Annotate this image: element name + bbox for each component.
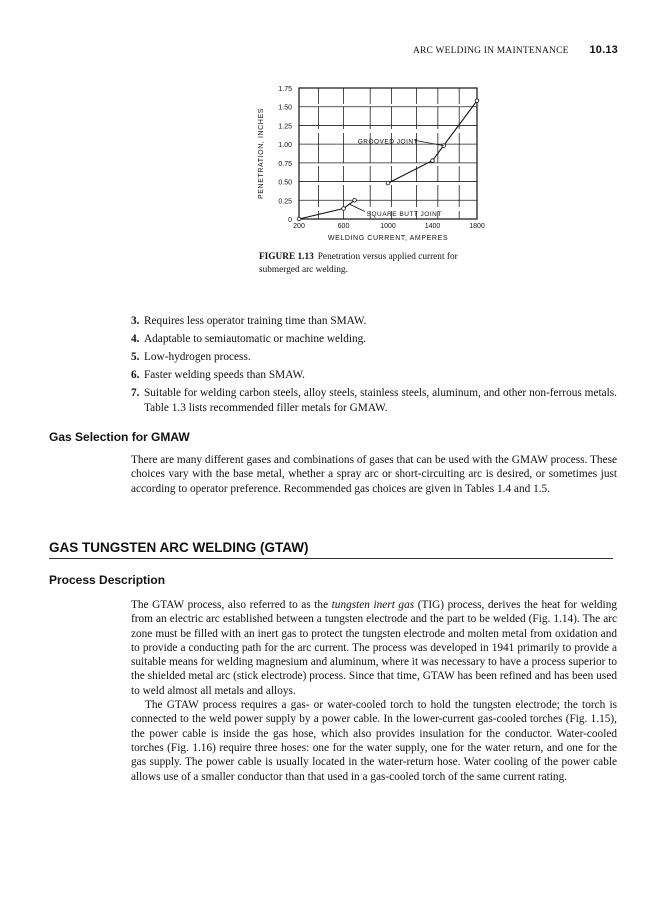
figure-caption-text: Penetration versus applied current for submerged arc welding.	[259, 252, 458, 275]
list-item-text: Adaptable to semiautomatic or machine welding.	[144, 333, 367, 345]
advantages-list	[131, 314, 617, 419]
figure-caption	[259, 251, 499, 276]
data-point-grooved-joint	[431, 159, 435, 163]
gtaw-paragraph-1	[131, 598, 617, 698]
annotation-leader-square	[349, 204, 365, 211]
list-item-number: 3.	[131, 315, 140, 327]
data-point-square-butt-joint	[353, 198, 357, 202]
chart-x-tick-label: 200	[293, 223, 305, 230]
chart-grid	[299, 88, 477, 219]
list-item-number: 5.	[131, 351, 140, 363]
running-head-section: ARC WELDING IN MAINTENANCE	[412, 46, 569, 56]
list-item-text: Low-hydrogen process.	[144, 351, 251, 363]
gtaw-section-heading: GAS TUNGSTEN ARC WELDING (GTAW)	[49, 540, 613, 559]
figure-label: FIGURE 1.13	[259, 252, 314, 262]
list-item-number: 6.	[131, 369, 140, 381]
chart-series	[297, 99, 479, 221]
list-item-text: Requires less operator training time than SMAW.	[144, 315, 367, 327]
list-item-text: Faster welding speeds than SMAW.	[144, 369, 305, 381]
chart-x-tick-label: 600	[337, 223, 350, 230]
list-item	[131, 368, 617, 383]
gtaw-p1-text-b: (TIG) process, derives the heat for welding from an electric arc established between a tungsten electrode and the part to be welded (Fig. 1.14). The arc zone must be filled with an inert gas to protect the tungsten electrode and molten metal from oxidation and to provide a conducting path for the arc current. The process was developed in 1941 primarily to provide a suitable means for welding magnesium and aluminum, where it was necessary to have a process superior to the shielded metal arc (stick electrode) process. Since that time, GTAW has been refined and has been used to weld almost all metals and alloys.	[131, 599, 617, 697]
running-head	[413, 44, 618, 56]
annotation-grooved-joint: GROOVED JOINT	[357, 138, 419, 146]
list-item-number: 7.	[131, 387, 140, 399]
chart-y-tick-label: 0	[288, 217, 292, 224]
gas-selection-paragraph: There are many different gases and combinations of gases that can be used with the GMAW process. These choices vary with the base metal, whether a spray arc or short-circuiting arc is desired, or sometimes just according to operator preference. Recommended gas choices are given in Tables 1.4 and 1.5.	[131, 454, 617, 495]
chart-y-tick-label: 1.25	[278, 123, 292, 131]
chart-y-axis-title: PENETRATION, INCHES	[258, 107, 265, 200]
gas-selection-body	[131, 453, 617, 496]
list-item-text: Suitable for welding carbon steels, alloy steels, stainless steels, aluminum, and other non-ferrous metals. Table 1.3 lists recommended filler metals for GMAW.	[144, 387, 617, 414]
chart-y-tick-label: 1.75	[278, 86, 292, 93]
annotation-leader-grooved	[415, 140, 444, 145]
process-description-heading: Process Description	[49, 573, 166, 587]
list-item	[131, 332, 617, 347]
chart-y-tick-label: 0.50	[278, 179, 292, 187]
data-point-grooved-joint	[475, 99, 479, 103]
chart-y-tick-label: 1.00	[278, 142, 292, 150]
list-item	[131, 350, 617, 365]
chart-x-axis-title: WELDING CURRENT, AMPERES	[327, 235, 449, 242]
gtaw-p1-italic-term: tungsten inert gas	[331, 599, 415, 611]
list-item-number: 4.	[131, 333, 140, 345]
chart-y-tick-label: 0.25	[278, 198, 292, 206]
gtaw-paragraph-2: The GTAW process requires a gas- or water-cooled torch to hold the tungsten electrode; the torch is connected to the weld power supply by a power cable. In the lower-current gas-cooled torches (Fig. 1.15), the power cable is inside the gas hose, which also provides insulation for the conductor. Water-cooled torches (Fig. 1.16) require three hoses: one for the water supply, one for the water return, and one for the gas supply. The power cable is usually located in the water-return hose. Water cooling of the power cable allows use of a smaller conductor than that used in a gas-cooled torch of the same current rating.	[131, 699, 617, 783]
gas-selection-heading: Gas Selection for GMAW	[49, 430, 190, 444]
list-item	[131, 314, 617, 329]
chart-x-tick-label: 1800	[469, 223, 485, 230]
list-item	[131, 386, 617, 415]
chart-y-tick-label: 1.50	[278, 104, 292, 112]
chart-frame	[299, 88, 477, 219]
data-point-square-butt-joint	[342, 207, 346, 211]
data-point-grooved-joint	[386, 181, 390, 185]
chart-x-tick-label: 1400	[424, 223, 441, 230]
penetration-chart	[250, 78, 490, 246]
series-line-square-butt-joint	[299, 200, 355, 219]
annotation-square-butt-joint: SQUARE BUTT JOINT	[366, 211, 442, 219]
data-point-square-butt-joint	[297, 217, 301, 221]
chart-axes	[299, 88, 477, 219]
page-number: 10.13	[589, 44, 618, 56]
gtaw-p1-text-a: The GTAW process, also referred to as the	[131, 599, 332, 611]
chart-x-tick-label: 1000	[380, 223, 396, 230]
chart-y-tick-label: 0.75	[278, 160, 292, 168]
process-description-body	[131, 598, 617, 784]
